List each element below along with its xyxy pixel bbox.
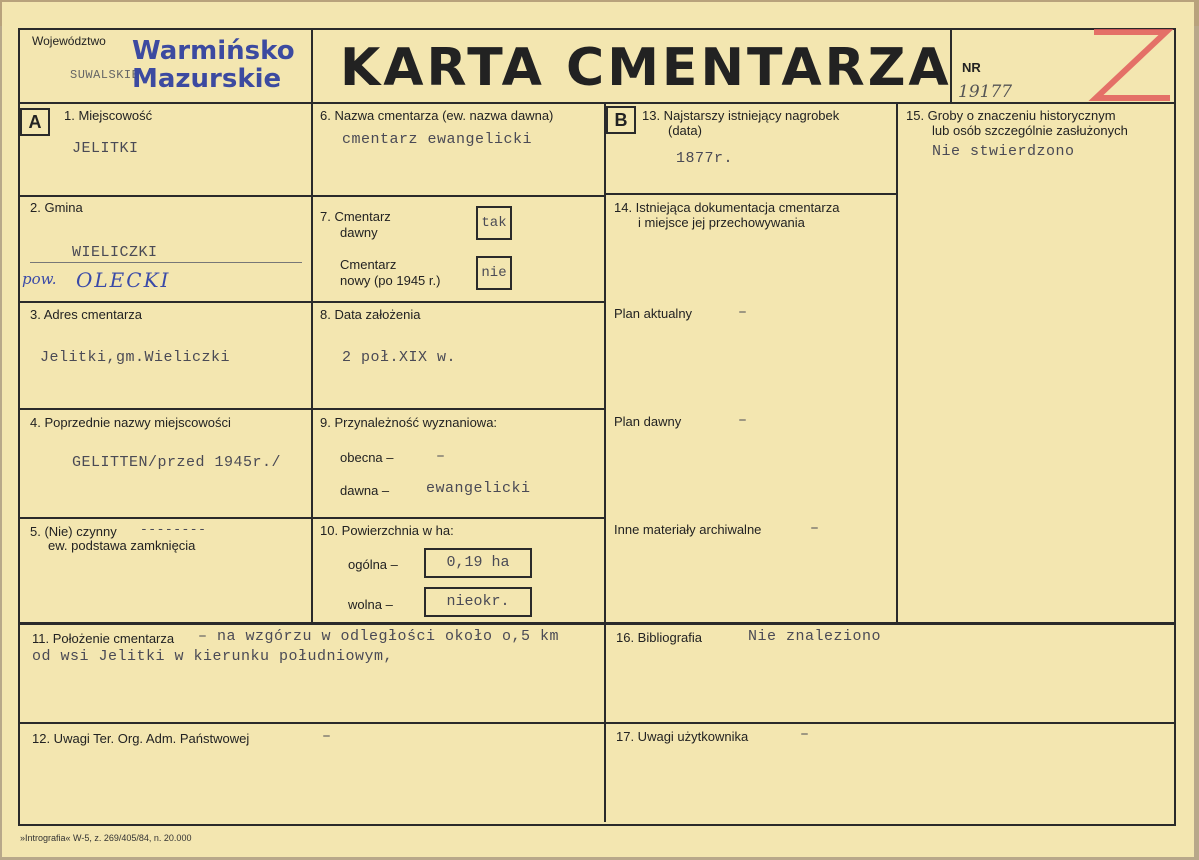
field-11-label: 11. Położenie cmentarza [32, 631, 175, 646]
stamp-mazurskie: Mazurskie [132, 64, 282, 94]
nr-value: 19177 [958, 82, 1013, 102]
field-2-underline [30, 262, 302, 263]
field-12-label: 12. Uwagi Ter. Org. Adm. Państwowej [32, 731, 250, 746]
field-15-value: Nie stwierdzono [932, 143, 1075, 160]
field-5-label: 5. (Nie) czynny [30, 524, 117, 539]
field-10-wolna-label: wolna – [348, 597, 393, 612]
field-7-nowy-box: nie [476, 256, 512, 290]
col-divider-mid [604, 102, 606, 822]
field-3-value: Jelitki,gm.Wieliczki [40, 349, 231, 366]
page-title: KARTA CMENTARZA [340, 38, 952, 98]
field-9-label: 9. Przynależność wyznaniowa: [320, 415, 498, 430]
printer-imprint: »Intrografia« W-5, z. 269/405/84, n. 20.000 [20, 833, 192, 843]
plan-aktualny-label: Plan aktualny [614, 306, 693, 321]
field-16-value: Nie znaleziono [748, 628, 882, 645]
field-9-dawna-value: ewangelicki [426, 480, 531, 497]
section-b-marker: B [606, 106, 636, 134]
field-7-dawny-box: tak [476, 206, 512, 240]
field-2-label: 2. Gmina [30, 200, 83, 215]
field-10-ogolna-label: ogólna – [348, 557, 398, 572]
field-14-sublabel: i miejsce jej przechowywania [638, 215, 805, 230]
header-bottom-line [18, 102, 1174, 104]
field-6-label: 6. Nazwa cmentarza (ew. nazwa dawna) [320, 108, 554, 123]
field-6-value: cmentarz ewangelicki [342, 131, 533, 148]
plan-aktualny-value: – [738, 304, 748, 321]
field-5-sublabel: ew. podstawa zamknięcia [48, 538, 196, 553]
field-10-ogolna-box: 0,19 ha [424, 548, 532, 578]
field-15-sublabel: lub osób szczególnie zasłużonych [932, 123, 1128, 138]
field-14-label: 14. Istniejąca dokumentacja cmentarza [614, 200, 840, 215]
field-2-value: WIELICZKI [72, 244, 158, 261]
header-divider-1 [311, 28, 313, 102]
plan-dawny-label: Plan dawny [614, 414, 682, 429]
field-13-label: 13. Najstarszy istniejący nagrobek [642, 108, 840, 123]
field-8-label: 8. Data założenia [320, 307, 421, 322]
row-line-3 [18, 408, 604, 410]
field-12-value: – [322, 728, 332, 745]
field-5-dashes: -------- [140, 522, 207, 537]
field-13-value: 1877r. [676, 150, 734, 167]
row-line-2 [18, 301, 604, 303]
col-divider-b [896, 102, 898, 622]
field-15-label: 15. Groby o znaczeniu historycznym [906, 108, 1116, 123]
field-9-dawna-label: dawna – [340, 483, 390, 498]
field-2-pow-value: OLECKI [76, 268, 171, 292]
red-z-mark [1086, 28, 1176, 104]
field-10-label: 10. Powierzchnia w ha: [320, 523, 454, 538]
plan-dawny-value: – [738, 412, 748, 429]
field-7-nowy-sublabel: nowy (po 1945 r.) [340, 273, 441, 288]
row-line-1 [18, 195, 604, 197]
col-divider-a [311, 102, 313, 622]
field-10-wolna-box: nieokr. [424, 587, 532, 617]
field-13-sublabel: (data) [668, 123, 702, 138]
row-line-b1 [604, 193, 896, 195]
field-1-label: 1. Miejscowość [64, 108, 153, 123]
wojewodztwo-label: Województwo [32, 34, 106, 48]
field-9-obecna-value: – [436, 448, 446, 465]
field-2-pow-prefix: pow. [22, 270, 57, 288]
inne-materialy-value: – [810, 520, 820, 537]
field-4-value: GELITTEN/przed 1945r./ [72, 454, 282, 471]
field-16-label: 16. Bibliografia [616, 630, 702, 645]
typed-suwalskie: SUWALSKIE [70, 68, 140, 82]
field-3-label: 3. Adres cmentarza [30, 307, 142, 322]
field-11-value-line2: od wsi Jelitki w kierunku południowym, [32, 648, 394, 665]
field-7-dawny-label: 7. Cmentarz [320, 209, 391, 224]
field-7-nowy-label: Cmentarz [340, 257, 397, 272]
field-7-dawny-sublabel: dawny [340, 225, 378, 240]
field-17-label: 17. Uwagi użytkownika [616, 729, 749, 744]
nr-label: NR [962, 60, 981, 75]
stamp-warminsko: Warmińsko [132, 36, 295, 66]
row-line-5 [18, 622, 1174, 625]
row-line-4 [18, 517, 604, 519]
row-line-6 [18, 722, 1174, 724]
section-a-marker: A [20, 108, 50, 136]
field-1-value: JELITKI [72, 140, 139, 157]
field-9-obecna-label: obecna – [340, 450, 394, 465]
field-11-value-line1: – na wzgórzu w odległości około o,5 km [198, 628, 560, 645]
field-8-value: 2 poł.XIX w. [342, 349, 457, 366]
inne-materialy-label: Inne materiały archiwalne [614, 522, 762, 537]
field-4-label: 4. Poprzednie nazwy miejscowości [30, 415, 231, 430]
field-17-value: – [800, 726, 810, 743]
